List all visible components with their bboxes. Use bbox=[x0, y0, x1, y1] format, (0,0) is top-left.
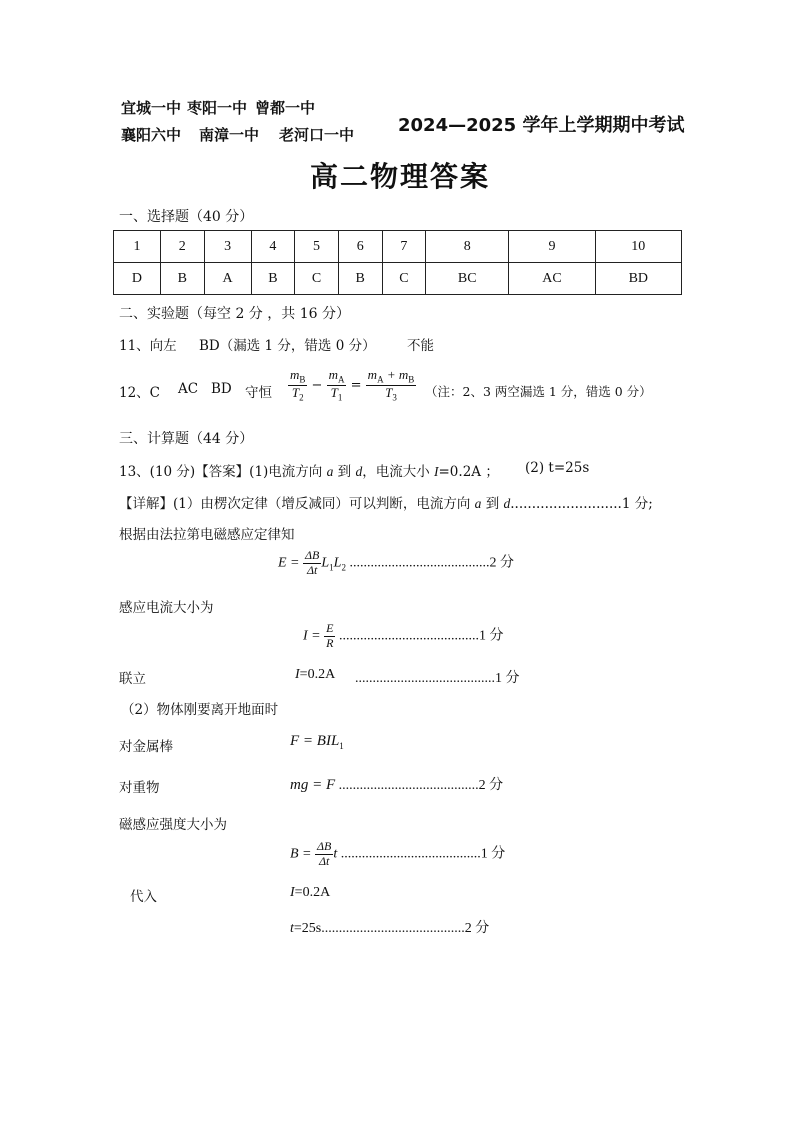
substitute-i: I=0.2A bbox=[290, 885, 331, 900]
equation-mg: mg = F ........................................2 分 bbox=[290, 777, 504, 793]
school-laohekou: 老河口一中 bbox=[279, 126, 355, 144]
q12-answer-4: 守恒 bbox=[245, 385, 272, 401]
q12-formula bbox=[288, 368, 416, 403]
faraday-law-text: 根据由法拉第电磁感应定律知 bbox=[119, 527, 295, 543]
q11-answer-1: 11、向左 bbox=[119, 338, 177, 354]
q13-detail-line: 【详解】(1）由楞次定律（增反减同）可以判断，电流方向 a 到 d..........................1 分; bbox=[119, 496, 653, 512]
minus-sign: − bbox=[311, 377, 323, 393]
fraction-sum-t3: $\frac{m_A + m_B}{T_3}$ bbox=[367, 367, 415, 403]
table-cell: 2 bbox=[160, 231, 204, 263]
q13-part2-answer: (2) t=25s bbox=[525, 460, 590, 476]
table-cell: BC bbox=[426, 263, 509, 295]
table-cell: 5 bbox=[295, 231, 339, 263]
q12-answer-3: BD bbox=[211, 381, 232, 397]
fraction-ma-t1: $\frac{m_A}{T_1}$ bbox=[328, 367, 345, 403]
fraction-mb-t2: $\frac{m_B}{T_2}$ bbox=[290, 367, 306, 403]
equation-b: B = $\frac{\Delta B}{\Delta t}$ t ........................................1 分 bbox=[290, 839, 506, 868]
substitute-label: 代入 bbox=[130, 889, 157, 905]
q11-answer-3: 不能 bbox=[407, 338, 434, 354]
table-cell: B bbox=[160, 263, 204, 295]
equation-e: E = $\frac{\Delta B}{\Delta t}$ $L_1L_2$ ........................................2 分 bbox=[278, 548, 514, 577]
table-cell: C bbox=[382, 263, 426, 295]
table-cell: C bbox=[295, 263, 339, 295]
induced-current-text: 感应电流大小为 bbox=[119, 600, 214, 616]
substitute-t: t=25s.........................................2 分 bbox=[290, 921, 490, 936]
section-1-heading: 一、选择题（40 分） bbox=[119, 209, 254, 225]
page-title: 高二物理答案 bbox=[310, 160, 491, 193]
rod-label: 对金属棒 bbox=[119, 739, 173, 755]
table-cell: BD bbox=[595, 263, 681, 295]
school-yicheng: 宜城一中 bbox=[121, 99, 182, 117]
answer-table-number-row bbox=[114, 231, 682, 263]
b-magnitude-text: 磁感应强度大小为 bbox=[119, 817, 227, 833]
school-xiangyang: 襄阳六中 bbox=[121, 126, 182, 144]
weight-label: 对重物 bbox=[119, 780, 160, 796]
section-3-heading: 三、计算题（44 分） bbox=[119, 431, 254, 447]
table-cell: 3 bbox=[204, 231, 251, 263]
combine-result: I=0.2A bbox=[295, 667, 336, 682]
table-cell: 7 bbox=[382, 231, 426, 263]
table-cell: 4 bbox=[251, 231, 295, 263]
table-cell: B bbox=[251, 263, 295, 295]
table-cell: 9 bbox=[509, 231, 595, 263]
answer-table-answer-row bbox=[114, 263, 682, 295]
section-2-heading: 二、实验题（每空 2 分 ，共 16 分） bbox=[119, 306, 350, 322]
table-cell: 1 bbox=[114, 231, 161, 263]
table-cell: B bbox=[338, 263, 382, 295]
combine-score: ........................................1 分 bbox=[355, 671, 520, 686]
combine-label: 联立 bbox=[119, 671, 146, 687]
school-zaoyang: 枣阳一中 bbox=[187, 99, 248, 117]
table-cell: 10 bbox=[595, 231, 681, 263]
equation-f: $F = BIL_1$ bbox=[290, 733, 344, 751]
q12-answer-1: 12、C bbox=[119, 385, 161, 401]
equation-i: I = $\frac{E}{R}$ ........................................1 分 bbox=[303, 621, 504, 650]
table-cell: D bbox=[114, 263, 161, 295]
q12-note: （注：2、3 两空漏选 1 分，错选 0 分） bbox=[425, 384, 652, 399]
q13-answer-line: 13、(10 分)【答案】(1)电流方向 a 到 d，电流大小 I=0.2A ； bbox=[119, 464, 499, 480]
table-cell: AC bbox=[509, 263, 595, 295]
school-zengdu: 曾都一中 bbox=[255, 99, 316, 117]
exam-name: 2024—2025 学年上学期期中考试 bbox=[398, 115, 685, 136]
table-cell: A bbox=[204, 263, 251, 295]
equals-sign: = bbox=[350, 377, 362, 393]
answer-table bbox=[113, 230, 682, 295]
part2-text: （2）物体刚要离开地面时 bbox=[121, 702, 279, 718]
school-nanzhang: 南漳一中 bbox=[199, 126, 260, 144]
q12-answer-2: AC bbox=[178, 381, 199, 397]
table-cell: 6 bbox=[338, 231, 382, 263]
q11-answer-2: BD（漏选 1 分，错选 0 分） bbox=[199, 338, 376, 354]
table-cell: 8 bbox=[426, 231, 509, 263]
